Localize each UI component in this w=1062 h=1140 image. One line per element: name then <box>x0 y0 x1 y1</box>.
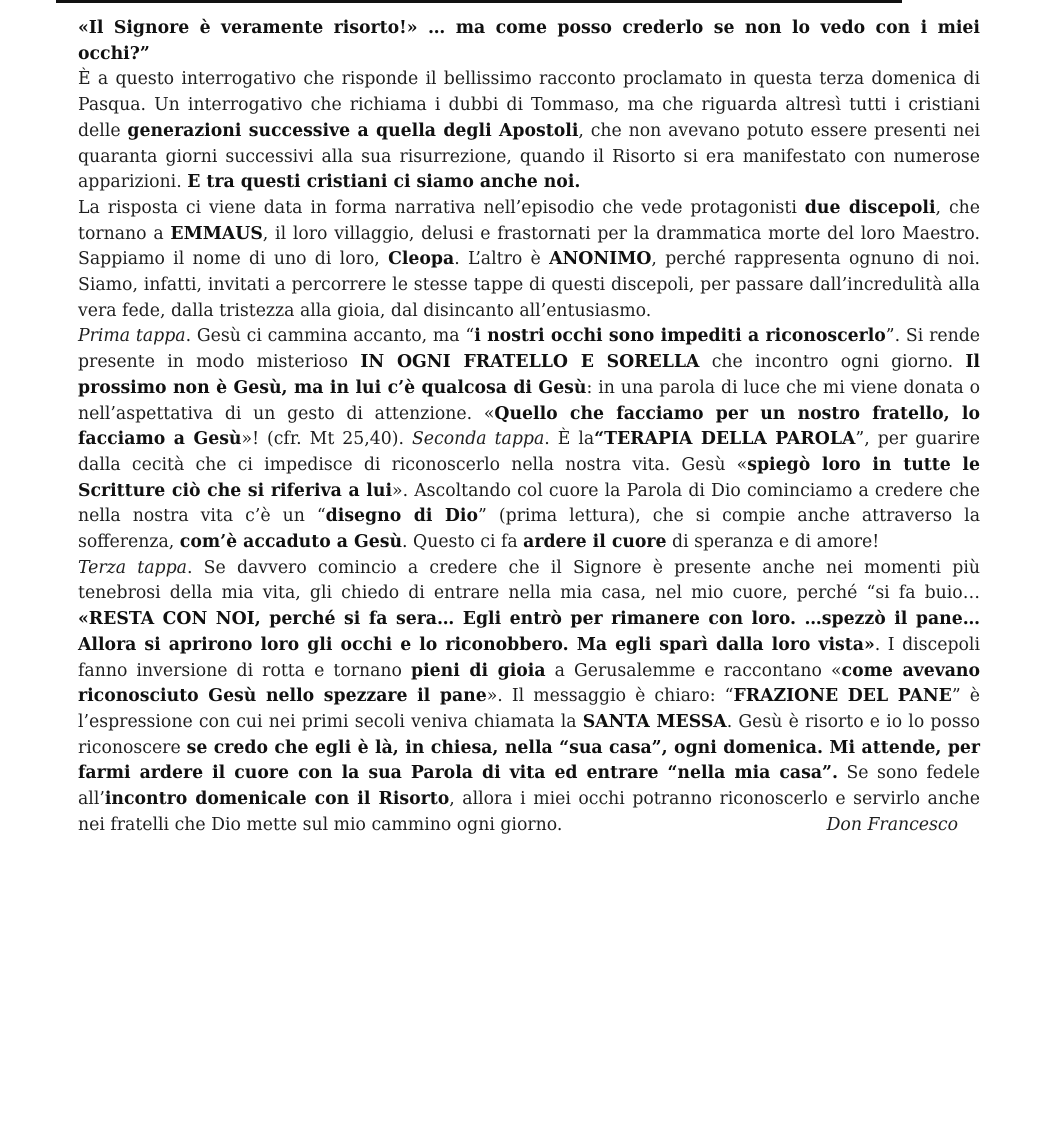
paragraph-third-stage: Terza tappa. Se davvero comincio a credere che il Signore è presente anche nei momenti più tenebrosi della mia vita, gli chiedo di entrare nella mia casa, nel mio cuore, perché “si fa buio… «RESTA CON NOI, perché si fa sera… Egli entrò per rimanere con loro. …spezzò il pane… Allora si aprirono loro gli occhi e lo riconobbero. Ma egli sparì dalla loro vista». I discepoli fanno inversione di rotta e tornano pieni di gioia a Gerusalemme e raccontano «come avevano riconosciuto Gesù nello spezzare il pane». Il messaggio è chiaro: “FRAZIONE DEL PANE” è l’espressione con cui nei primi secoli veniva chiamata la SANTA MESSA. Gesù è risorto e io lo posso riconoscere se credo che egli è là, in chiesa, nella “sua casa”, ogni domenica. Mi attende, per farmi ardere il cuore con la sua Parola di vita ed entrare “nella mia casa”. Se sono fedele all’incontro domenicale con il Risorto, allora i miei occhi potranno riconoscerlo e servirlo anche nei fratelli che Dio mette sul mio cammino ogni giorno. <box>78 557 981 835</box>
top-rule <box>56 0 902 3</box>
signature: Don Francesco <box>826 814 958 835</box>
paragraph-intro: È a questo interrogativo che risponde il bellissimo racconto proclamato in questa terza domenica di Pasqua. Un interrogativo che richiama i dubbi di Tommaso, ma che riguarda altresì tutti i cristiani delle generazioni successive a quella degli Apostoli, che non avevano potuto essere presenti nei quaranta giorni successivi alla sua risurrezione, quando il Risorto si era manifestato con numerose apparizioni. E tra questi cristiani ci siamo anche noi. <box>78 69 980 193</box>
paragraph-emmaus: La risposta ci viene data in forma narrativa nell’episodio che vede protagonisti due discepoli, che tornano a EMMAUS, il loro villaggio, delusi e frastornati per la drammatica morte del loro Maestro. Sappiamo il nome di uno di loro, Cleopa. L’altro è ANONIMO, perché rappresenta ognuno di noi. Siamo, infatti, invitati a percorrere le stesse tappe di questi discepoli, per passare dall’incredulità alla vera fede, dalla tristezza alla gioia, dal disincanto all’entusiasmo. <box>78 197 980 321</box>
paragraph-first-second-stage: Prima tappa. Gesù ci cammina accanto, ma “i nostri occhi sono impediti a riconoscerlo”. Si rende presente in modo misterioso IN OGNI FRATELLO E SORELLA che incontro ogni giorno. Il prossimo non è Gesù, ma in lui c’è qualcosa di Gesù: in una parola di luce che mi viene donata o nell’aspettativa di un gesto di attenzione. «Quello che facciamo per un nostro fratello, lo facciamo a Gesù»! (cfr. Mt 25,40). Seconda tappa. È la“TERAPIA DELLA PAROLA”, per guarire dalla cecità che ci impedisce di riconoscerlo nella nostra vita. Gesù «spiegò loro in tutte le Scritture ciò che si riferiva a lui». Ascoltando col cuore la Parola di Dio cominciamo a credere che nella nostra vita c’è un “disegno di Dio” (prima lettura), che si compie anche attraverso la sofferenza, com’è accaduto a Gesù. Questo ci fa ardere il cuore di speranza e di amore! <box>78 326 981 553</box>
article-body <box>78 16 980 839</box>
article-title: «Il Signore è veramente risorto!» … ma come posso crederlo se non lo vedo con i miei occhi?” <box>78 18 980 64</box>
